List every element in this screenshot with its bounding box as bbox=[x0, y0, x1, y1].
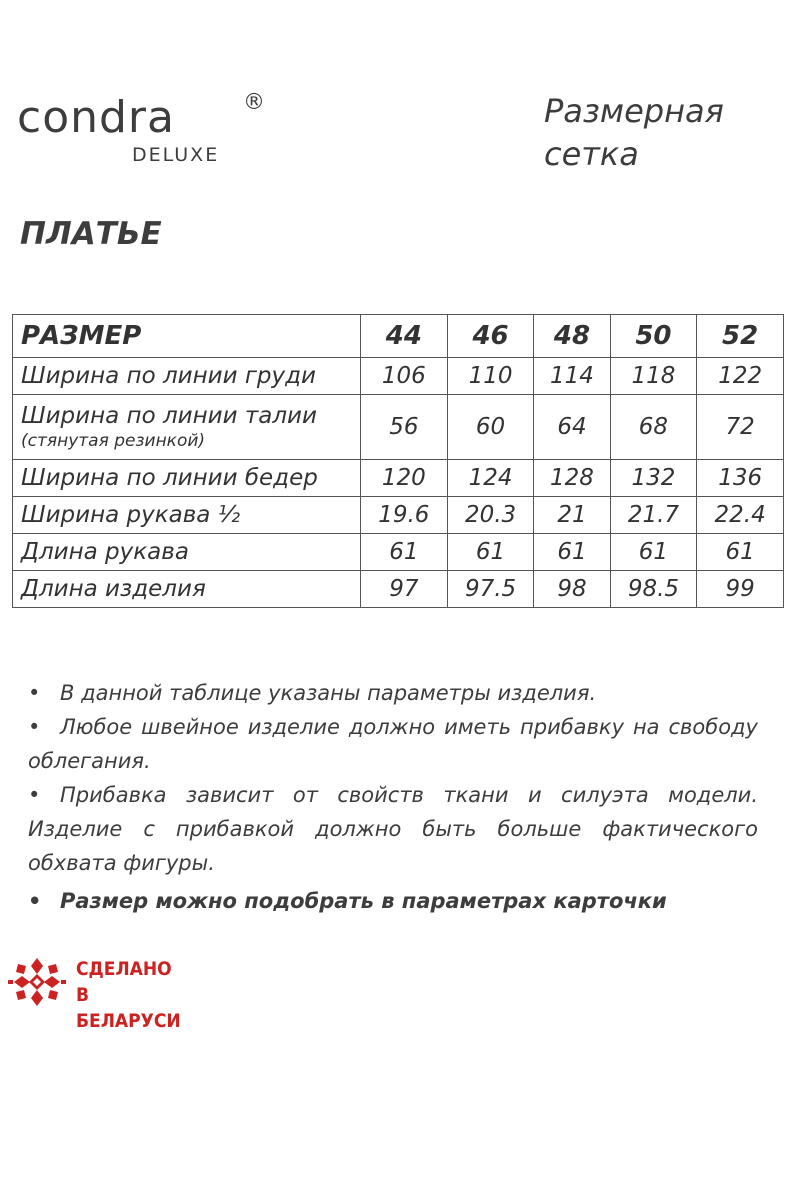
row-label-cell bbox=[13, 395, 361, 460]
table-cell: 99 bbox=[697, 571, 784, 608]
table-cell: 21.7 bbox=[610, 497, 697, 534]
table-cell: 56 bbox=[361, 395, 448, 460]
table-cell: 132 bbox=[610, 460, 697, 497]
row-label: Ширина по линии груди bbox=[13, 358, 361, 395]
size-header: 44 bbox=[361, 315, 448, 358]
made-in-text bbox=[76, 956, 198, 1034]
table-row bbox=[13, 460, 784, 497]
table-cell: 60 bbox=[447, 395, 534, 460]
made-in-belarus bbox=[8, 952, 198, 1032]
size-header: 50 bbox=[610, 315, 697, 358]
table-cell: 20.3 bbox=[447, 497, 534, 534]
row-label: Длина рукава bbox=[13, 534, 361, 571]
made-in-line2: В БЕЛАРУСИ bbox=[76, 984, 181, 1032]
size-table bbox=[12, 314, 784, 608]
page-title-line1: Размерная bbox=[544, 92, 724, 130]
table-row bbox=[13, 358, 784, 395]
table-cell: 120 bbox=[361, 460, 448, 497]
table-cell: 61 bbox=[361, 534, 448, 571]
table-cell: 22.4 bbox=[697, 497, 784, 534]
page-title-line2: сетка bbox=[544, 135, 639, 173]
bullet-icon: • bbox=[28, 715, 41, 739]
brand-name: condra bbox=[17, 92, 175, 143]
bullet-icon: • bbox=[28, 783, 41, 807]
note-item bbox=[28, 884, 758, 918]
product-type: ПЛАТЬЕ bbox=[20, 216, 162, 252]
bullet-icon: • bbox=[28, 889, 42, 913]
note-item bbox=[28, 710, 758, 778]
row-note: (стянутая резинкой) bbox=[21, 431, 206, 451]
size-header: 52 bbox=[697, 315, 784, 358]
table-cell: 19.6 bbox=[361, 497, 448, 534]
note-text: Прибавка зависит от свойств ткани и силуэта модели. Изделие с прибавкой должно быть больше фактического обхвата фигуры. bbox=[28, 783, 758, 875]
table-cell: 136 bbox=[697, 460, 784, 497]
note-text: В данной таблице указаны параметры изделия. bbox=[60, 681, 597, 705]
note-text: Размер можно подобрать в параметрах карточки bbox=[60, 889, 667, 913]
table-cell: 98.5 bbox=[610, 571, 697, 608]
belarus-ornament-icon bbox=[8, 956, 66, 1008]
table-cell: 110 bbox=[447, 358, 534, 395]
table-row bbox=[13, 534, 784, 571]
note-item bbox=[28, 778, 758, 880]
size-header: 46 bbox=[447, 315, 534, 358]
table-cell: 72 bbox=[697, 395, 784, 460]
table-row bbox=[13, 395, 784, 460]
table-cell: 114 bbox=[534, 358, 610, 395]
table-cell: 68 bbox=[610, 395, 697, 460]
table-cell: 97.5 bbox=[447, 571, 534, 608]
made-in-line1: СДЕЛАНО bbox=[76, 958, 172, 980]
brand-subtitle: DELUXE bbox=[132, 144, 220, 166]
note-item bbox=[28, 676, 758, 710]
table-row bbox=[13, 571, 784, 608]
bullet-icon: • bbox=[28, 681, 41, 705]
row-label: Ширина рукава ½ bbox=[13, 497, 361, 534]
header-label: РАЗМЕР bbox=[13, 315, 361, 358]
table-cell: 98 bbox=[534, 571, 610, 608]
notes-list bbox=[28, 676, 758, 918]
table-cell: 97 bbox=[361, 571, 448, 608]
table-cell: 106 bbox=[361, 358, 448, 395]
table-cell: 61 bbox=[534, 534, 610, 571]
page-title bbox=[544, 90, 724, 176]
size-header: 48 bbox=[534, 315, 610, 358]
table-cell: 61 bbox=[610, 534, 697, 571]
table-cell: 61 bbox=[697, 534, 784, 571]
table-cell: 21 bbox=[534, 497, 610, 534]
table-header-row bbox=[13, 315, 784, 358]
table-cell: 64 bbox=[534, 395, 610, 460]
table-cell: 118 bbox=[610, 358, 697, 395]
note-text: Любое швейное изделие должно иметь прибавку на свободу облегания. bbox=[28, 715, 758, 773]
table-cell: 124 bbox=[447, 460, 534, 497]
registered-mark: ® bbox=[243, 90, 265, 115]
table-row bbox=[13, 497, 784, 534]
brand-logo bbox=[17, 92, 267, 172]
table-cell: 128 bbox=[534, 460, 610, 497]
table-cell: 61 bbox=[447, 534, 534, 571]
row-label: Ширина по линии талии bbox=[21, 403, 317, 429]
row-label: Длина изделия bbox=[13, 571, 361, 608]
table-cell: 122 bbox=[697, 358, 784, 395]
row-label: Ширина по линии бедер bbox=[13, 460, 361, 497]
